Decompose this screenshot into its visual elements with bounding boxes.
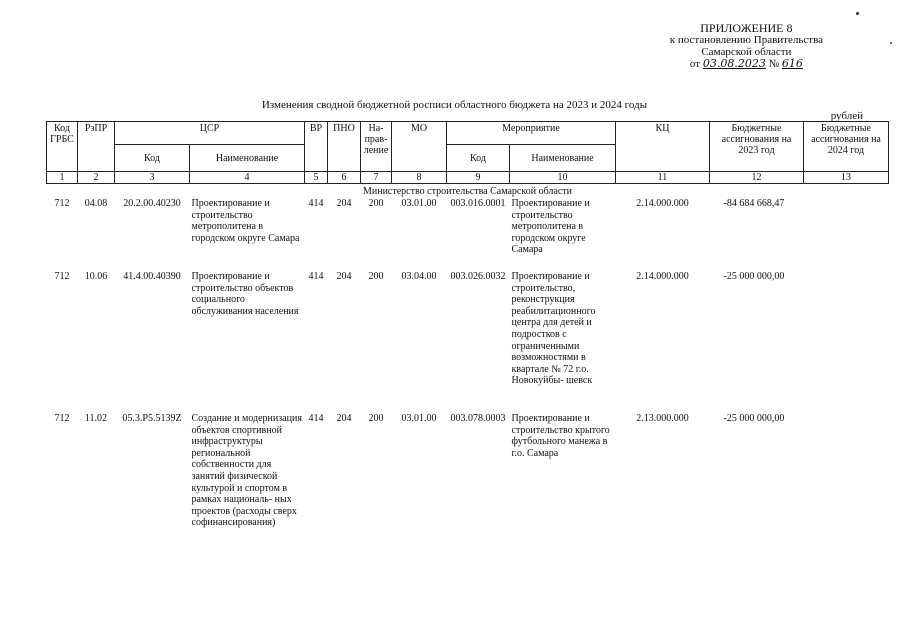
cell-mer-name: Проектирование и строительство метрополитена в городском округе Самара xyxy=(511,198,590,256)
header-vr: ВР xyxy=(305,122,328,172)
header-meropriyatie: Мероприятие xyxy=(447,122,616,145)
column-number: 7 xyxy=(361,172,392,184)
header-csr: ЦСР xyxy=(115,122,305,145)
header-csr-kod: Код xyxy=(115,145,190,172)
column-number: 8 xyxy=(392,172,447,184)
cell-vr: 414 xyxy=(308,198,324,209)
column-number: 6 xyxy=(328,172,361,184)
cell-pno: 204 xyxy=(336,413,352,424)
cell-csr-name: Создание и модернизация объектов спортивной инфраструктуры региональной собственности для занятий физической культурой и спортом в рамках националь- ных проектов (расходы сверх софинансирования) xyxy=(191,413,302,529)
column-number: 1 xyxy=(47,172,78,184)
header-rzpr: РзПР xyxy=(78,122,115,172)
cell-rzpr: 10.06 xyxy=(84,271,108,282)
cell-mer-code: 003.078.0003 xyxy=(450,413,506,424)
scan-speck xyxy=(856,12,859,15)
header-kod-grbs: Код ГРБС xyxy=(47,122,78,172)
cell-csr-code: 41.4.00.40390 xyxy=(123,271,181,282)
cell-grbs: 712 xyxy=(54,413,70,424)
cell-grbs: 712 xyxy=(54,198,70,209)
cell-kc: 2.14.000.000 xyxy=(636,198,689,209)
cell-budget-2024 xyxy=(804,198,889,271)
column-number: 9 xyxy=(447,172,510,184)
budget-table xyxy=(46,121,889,529)
cell-mo: 03.01.00 xyxy=(401,198,437,209)
column-number: 4 xyxy=(190,172,305,184)
cell-budget-2023: -25 000 000,00 xyxy=(723,413,785,424)
header-pno: ПНО xyxy=(328,122,361,172)
table-row xyxy=(47,413,889,529)
cell-budget-2024 xyxy=(804,413,889,529)
scan-speck xyxy=(890,42,892,44)
ministry-heading: Министерство строительства Самарской области xyxy=(362,186,572,197)
appendix-date-line xyxy=(670,58,823,70)
header-napravlenie: На- прав- ление xyxy=(361,122,392,172)
header-csr-name: Наименование xyxy=(190,145,305,172)
cell-mo: 03.01.00 xyxy=(401,413,437,424)
handwritten-number: 616 xyxy=(781,57,803,70)
cell-csr-code: 20.2.00.40230 xyxy=(123,198,181,209)
column-number: 3 xyxy=(115,172,190,184)
column-number: 13 xyxy=(804,172,889,184)
cell-napr: 200 xyxy=(368,271,384,282)
from-label: от xyxy=(689,58,701,70)
cell-pno: 204 xyxy=(336,271,352,282)
cell-grbs: 712 xyxy=(54,271,70,282)
cell-budget-2023: -84 684 668,47 xyxy=(723,198,785,209)
cell-mer-code: 003.016.0001 xyxy=(450,198,506,209)
header-budget-2023: Бюджетные ассигнования на 2023 год xyxy=(710,122,804,172)
appendix-title: ПРИЛОЖЕНИЕ 8 xyxy=(700,21,793,35)
appendix-line-2: к постановлению Правительства xyxy=(669,34,823,46)
cell-mo: 03.04.00 xyxy=(401,271,437,282)
column-number: 11 xyxy=(616,172,710,184)
cell-mer-name: Проектирование и строительство крытого футбольного манежа в г.о. Самара xyxy=(511,413,610,459)
units-label: рублей xyxy=(830,110,863,122)
number-label: № xyxy=(768,58,780,70)
cell-rzpr: 04.08 xyxy=(84,198,108,209)
appendix-line-3: Самарской области xyxy=(701,46,792,58)
document-title: Изменения сводной бюджетной росписи областного бюджета на 2023 и 2024 годы xyxy=(261,99,648,111)
cell-napr: 200 xyxy=(368,198,384,209)
cell-rzpr: 11.02 xyxy=(84,413,108,424)
cell-budget-2023: -25 000 000,00 xyxy=(723,271,785,282)
table-row xyxy=(47,271,889,413)
column-number: 10 xyxy=(510,172,616,184)
cell-csr-code: 05.3.P5.5139Z xyxy=(122,413,182,424)
cell-vr: 414 xyxy=(308,271,324,282)
cell-kc: 2.13.000.000 xyxy=(636,413,689,424)
cell-napr: 200 xyxy=(368,413,384,424)
header-kc: КЦ xyxy=(616,122,710,172)
header-budget-2024: Бюджетные ассигнования на 2024 год xyxy=(804,122,889,172)
handwritten-date: 03.08.2023 xyxy=(702,57,766,70)
cell-csr-name: Проектирование и строительство объектов социального обслуживания населения xyxy=(191,271,299,317)
cell-kc: 2.14.000.000 xyxy=(636,271,689,282)
header-mer-kod: Код xyxy=(447,145,510,172)
cell-mer-name: Проектирование и строительство, реконструкция реабилитационного центра для детей и подростков с ограниченными возможностями в квартале № 72 г.о. Новокуйбы- шевск xyxy=(511,271,596,387)
column-number: 5 xyxy=(305,172,328,184)
cell-vr: 414 xyxy=(308,413,324,424)
cell-pno: 204 xyxy=(336,198,352,209)
cell-budget-2024 xyxy=(804,271,889,413)
column-number: 12 xyxy=(710,172,804,184)
header-mer-name: Наименование xyxy=(510,145,616,172)
header-mo: МО xyxy=(392,122,447,172)
column-number: 2 xyxy=(78,172,115,184)
cell-csr-name: Проектирование и строительство метрополитена в городском округе Самара xyxy=(191,198,300,244)
table-row xyxy=(47,198,889,271)
cell-mer-code: 003.026.0032 xyxy=(450,271,506,282)
appendix-block xyxy=(670,22,823,70)
